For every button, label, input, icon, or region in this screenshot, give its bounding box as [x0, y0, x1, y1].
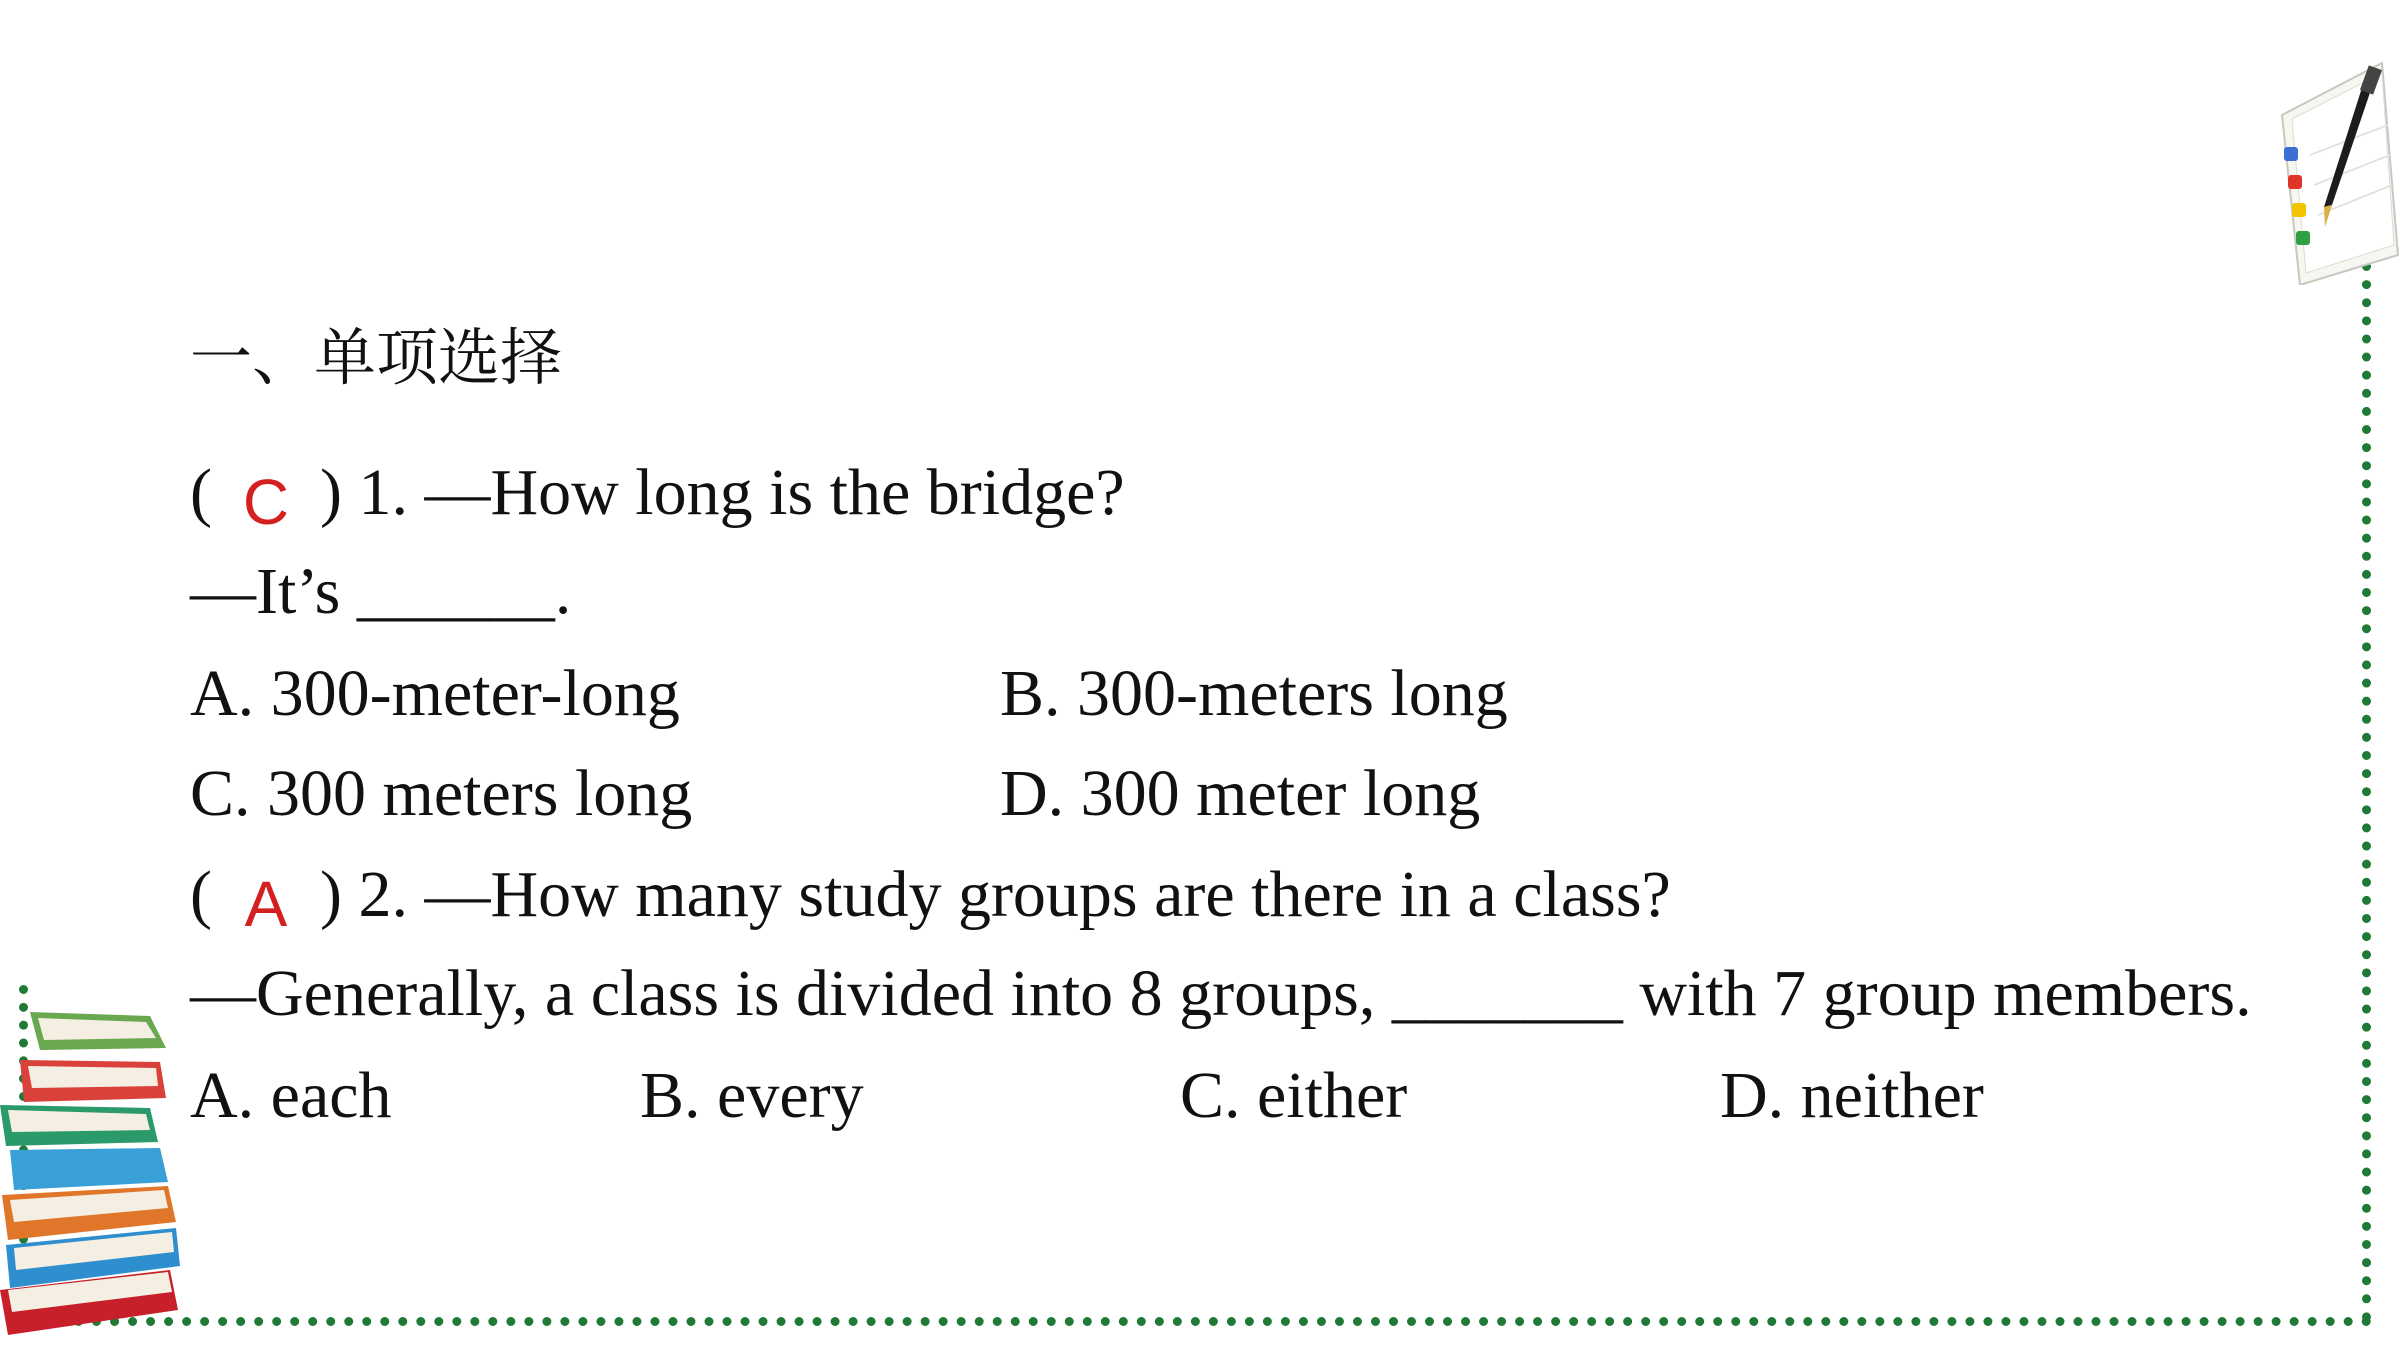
question-1-stem-line: [190, 452, 1125, 538]
question-2-stem: ) 2. —How many study groups are there in a class?: [319, 858, 1671, 931]
question-2-option-d: D. neither: [1720, 1059, 1984, 1132]
frame-border-right: [2362, 262, 2371, 1322]
question-1-option-b: B. 300-meters long: [1000, 657, 1508, 730]
question-2-stem-line: [190, 854, 1671, 940]
question-2-open-paren: (: [190, 858, 212, 931]
question-2-option-a: A. each: [190, 1059, 392, 1132]
section-heading: 一、单项选择: [190, 321, 563, 394]
question-1-stem: ) 1. —How long is the bridge?: [319, 456, 1125, 529]
question-2-reply: —Generally, a class is divided into 8 groups, _______ with 7 group members.: [190, 957, 2252, 1030]
question-2-answer: A: [244, 868, 288, 940]
stacked-books-icon: [0, 990, 190, 1350]
question-1-option-d: D. 300 meter long: [1000, 757, 1481, 830]
question-2-option-b: B. every: [640, 1059, 864, 1132]
notebook-pen-icon: [2270, 55, 2400, 285]
question-1-reply: —It’s ______.: [190, 555, 572, 628]
question-2-option-c: C. either: [1180, 1059, 1408, 1132]
question-1-option-a: A. 300-meter-long: [190, 657, 680, 730]
question-1-answer: C: [242, 466, 290, 538]
frame-border-bottom: [20, 1317, 2372, 1326]
question-1-open-paren: (: [190, 456, 212, 529]
question-1-option-c: C. 300 meters long: [190, 757, 693, 830]
